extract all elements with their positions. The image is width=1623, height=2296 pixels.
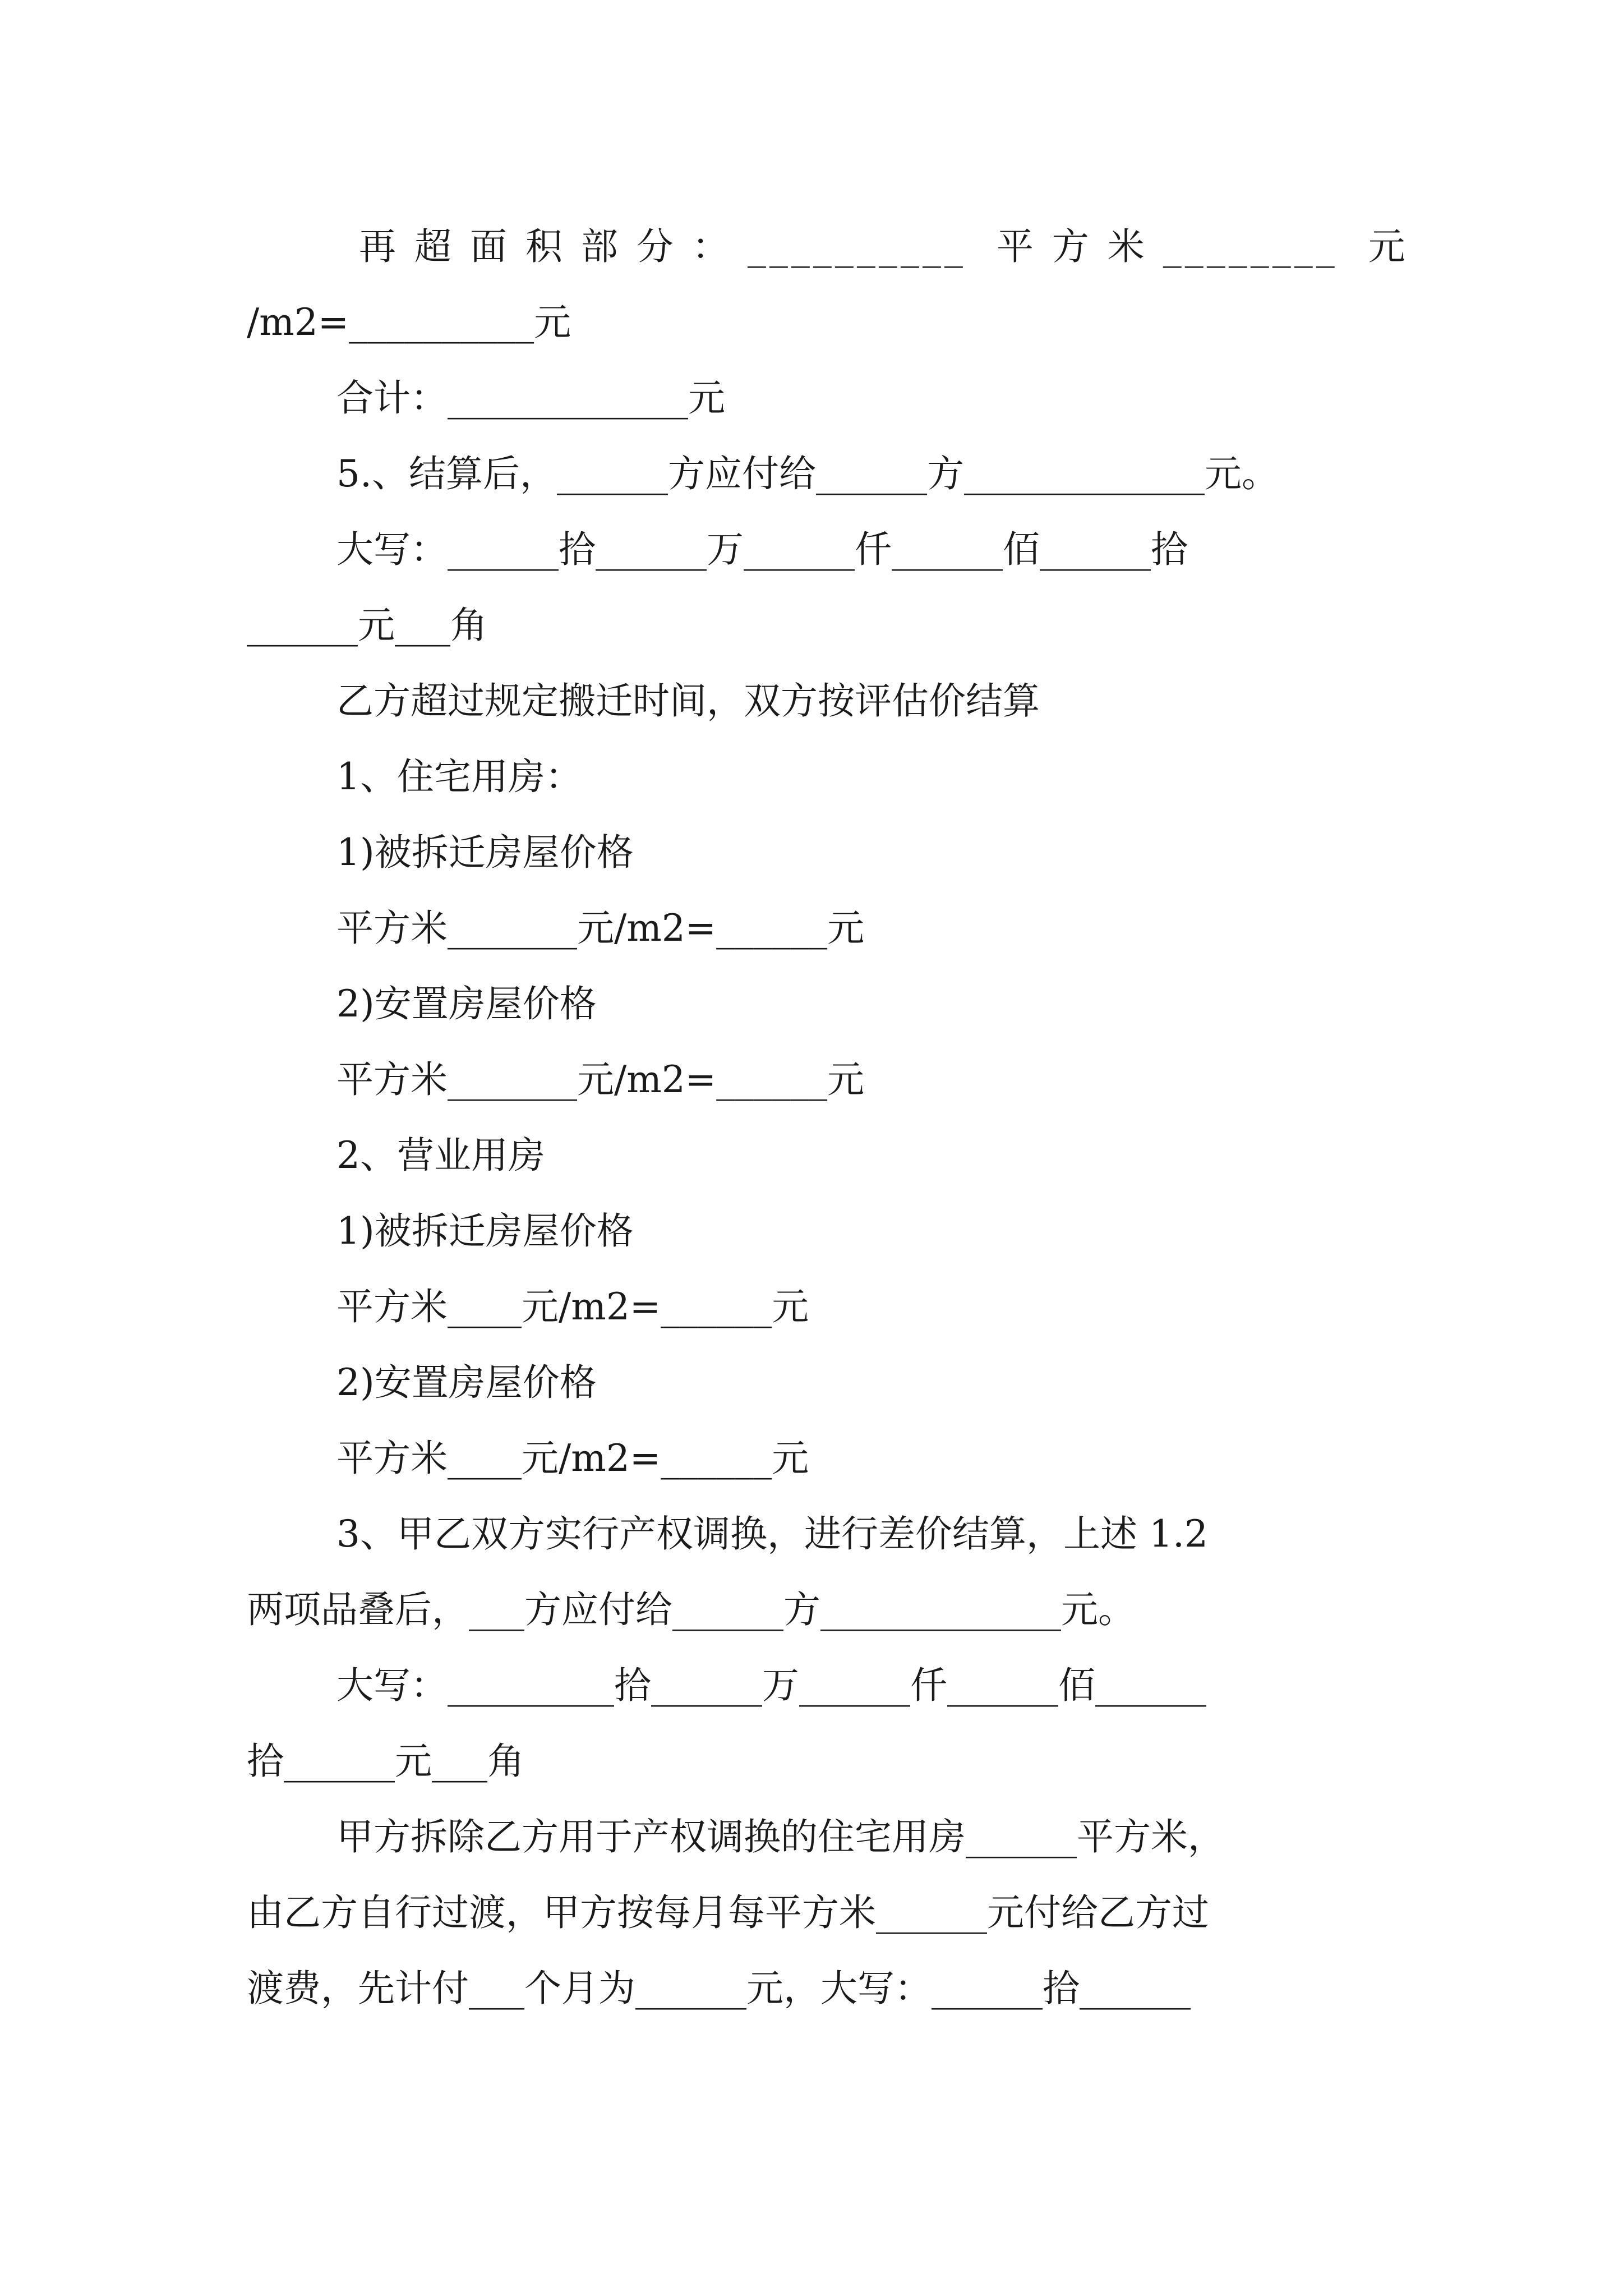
text-line-16: 2)安置房屋价格 [336, 1361, 597, 1404]
text-line-3: 合计：_____________元 [336, 376, 725, 420]
text-line-12: 平方米_______元/m2=______元 [336, 1058, 865, 1101]
text-line-10: 平方米_______元/m2=______元 [336, 907, 865, 950]
text-line-20: 大写：_________拾______万______仟______佰______ [336, 1664, 1206, 1707]
text-line-4: 5.、结算后，______方应付给______方_____________元。 [336, 452, 1279, 495]
text-line-5: 大写：______拾______万______仟______佰______拾 [336, 528, 1188, 571]
text-line-9: 1)被拆迁房屋价格 [336, 831, 634, 874]
text-line-7: 乙方超过规定搬迁时间，双方按评估价结算 [336, 679, 1040, 723]
text-line-1: 再 超 面 积 部 分 ： __________ 平 方 米 ________ 元 [359, 225, 1409, 268]
text-line-24: 渡费，先计付___个月为______元，大写：______拾______ [247, 1967, 1191, 2010]
text-line-2: /m2=__________元 [247, 301, 571, 344]
text-line-22: 甲方拆除乙方用于产权调换的住宅用房______平方米， [336, 1815, 1225, 1858]
text-line-11: 2)安置房屋价格 [336, 982, 597, 1025]
text-line-17: 平方米____元/m2=______元 [336, 1437, 809, 1480]
text-line-19: 两项品叠后，___方应付给______方_____________元。 [247, 1588, 1135, 1631]
text-line-18: 3、甲乙双方实行产权调换，进行差价结算，上述 1.2 [336, 1512, 1208, 1556]
text-line-21: 拾______元___角 [247, 1740, 524, 1783]
text-line-13: 2、营业用房 [336, 1134, 545, 1177]
text-line-23: 由乙方自行过渡，甲方按每月每平方米______元付给乙方过 [247, 1891, 1209, 1934]
text-line-15: 平方米____元/m2=______元 [336, 1285, 809, 1328]
text-line-6: ______元___角 [247, 604, 487, 647]
text-line-8: 1、住宅用房： [336, 755, 582, 798]
text-line-14: 1)被拆迁房屋价格 [336, 1209, 634, 1253]
